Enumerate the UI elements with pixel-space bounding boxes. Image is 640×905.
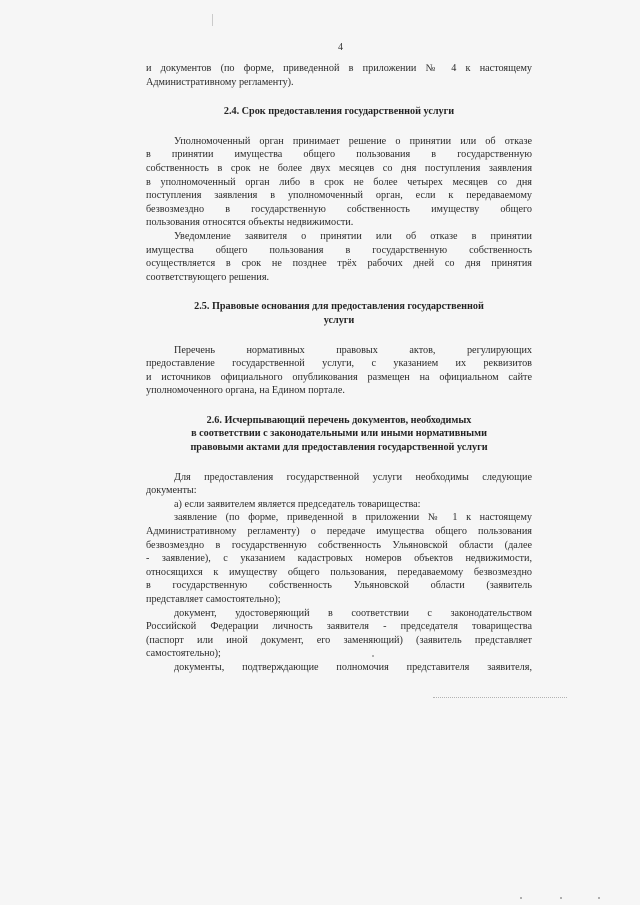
text-line: Уполномоченный орган принимает решение о принятии или об отказе <box>174 135 532 147</box>
heading-line: 2.5. Правовые основания для предоставления государственной <box>194 301 484 313</box>
text-line: Перечень нормативных правовых актов, регулирующих <box>174 344 532 356</box>
text-line: заявление (по форме, приведенной в приложении № 1 к настоящему <box>174 512 532 524</box>
text-line: уполномоченного органа, на Едином портале. <box>146 385 345 397</box>
text-line: предоставление государственной услуги, с указанием их реквизитов <box>146 358 532 370</box>
section-heading-2-5 <box>146 300 532 327</box>
heading-line: услуги <box>323 314 355 326</box>
text-line: - заявление), с указанием кадастровых номеров объектов недвижимости, <box>146 553 532 565</box>
heading-line: в соответствии с законодательными или иными нормативными <box>191 428 487 440</box>
paragraph-continuation <box>146 62 532 89</box>
text-line: и документов (по форме, приведенной в приложении № 4 к настоящему <box>146 63 532 74</box>
paragraph <box>146 471 532 498</box>
document-body <box>146 62 532 675</box>
text-line: относящихся к имуществу общего пользования, передаваемому безвозмездно <box>146 566 532 578</box>
text-line: Административному регламенту) о передаче имущества общего пользования <box>146 526 532 538</box>
paragraph <box>146 344 532 398</box>
text-line: Для предоставления государственной услуги необходимы следующие <box>174 471 532 483</box>
text-line: пользования относятся объекты недвижимости. <box>146 217 354 229</box>
section-heading-2-4: 2.4. Срок предоставления государственной услуги <box>223 106 455 118</box>
text-line: в принятии имущества общего пользования в государственную <box>146 149 532 161</box>
text-line: поступления заявления в уполномоченный орган, если к передаваемому <box>146 190 532 202</box>
text-line: в государственную собственность Ульяновской области (заявитель <box>146 580 532 592</box>
text-line: документ, удостоверяющий в соответствии с законодательством <box>174 607 532 619</box>
text-line: безвозмездно в государственную собственность Ульяновской области (далее <box>146 539 532 551</box>
text-line: безвозмездно в государственную собственность имуществу общего <box>146 203 532 215</box>
page-number: 4 <box>338 42 343 53</box>
text-line: документы: <box>146 485 197 497</box>
text-line: собственность в срок не более двух месяцев со дня поступления заявления <box>146 162 532 174</box>
heading-line: правовыми актами для предоставления государственной услуги <box>190 442 488 454</box>
scan-speck <box>598 897 600 899</box>
scan-speck <box>560 897 562 899</box>
text-line: представляет самостоятельно); <box>146 594 281 605</box>
paragraph <box>146 661 532 675</box>
text-line: а) если заявителем является председатель товарищества: <box>174 498 421 510</box>
scan-speck <box>372 655 374 657</box>
text-line: самостоятельно); <box>146 648 221 660</box>
text-line: Российской Федерации личность заявителя - председателя товарищества <box>146 621 532 633</box>
text-line: документы, подтверждающие полномочия представителя заявителя, <box>174 661 532 673</box>
heading-line: 2.6. Исчерпывающий перечень документов, необходимых <box>206 414 472 426</box>
paragraph <box>146 498 532 512</box>
text-line: и источников официального опубликования размещен на официальном сайте <box>146 371 532 383</box>
text-line: осуществляется в срок не позднее трёх рабочих дней со дня принятия <box>146 258 532 270</box>
scan-artifact-line <box>433 697 567 698</box>
text-line: Уведомление заявителя о принятии или об отказе в принятии <box>174 230 532 242</box>
scan-margin-mark <box>212 14 213 26</box>
paragraph <box>146 135 532 230</box>
text-line: имущества общего пользования в государственную собственность <box>146 244 532 256</box>
paragraph <box>146 230 532 284</box>
paragraph <box>146 511 532 606</box>
scan-speck <box>520 897 522 899</box>
paragraph <box>146 607 532 661</box>
text-line: соответствующего решения. <box>146 271 270 283</box>
section-heading-2-6 <box>146 414 532 455</box>
text-line: (паспорт или иной документ, его заменяющий) (заявитель представляет <box>146 634 532 646</box>
text-line: в уполномоченный орган либо в срок не более четырех месяцев со дня <box>146 176 532 188</box>
text-line: Административному регламенту). <box>146 76 294 88</box>
